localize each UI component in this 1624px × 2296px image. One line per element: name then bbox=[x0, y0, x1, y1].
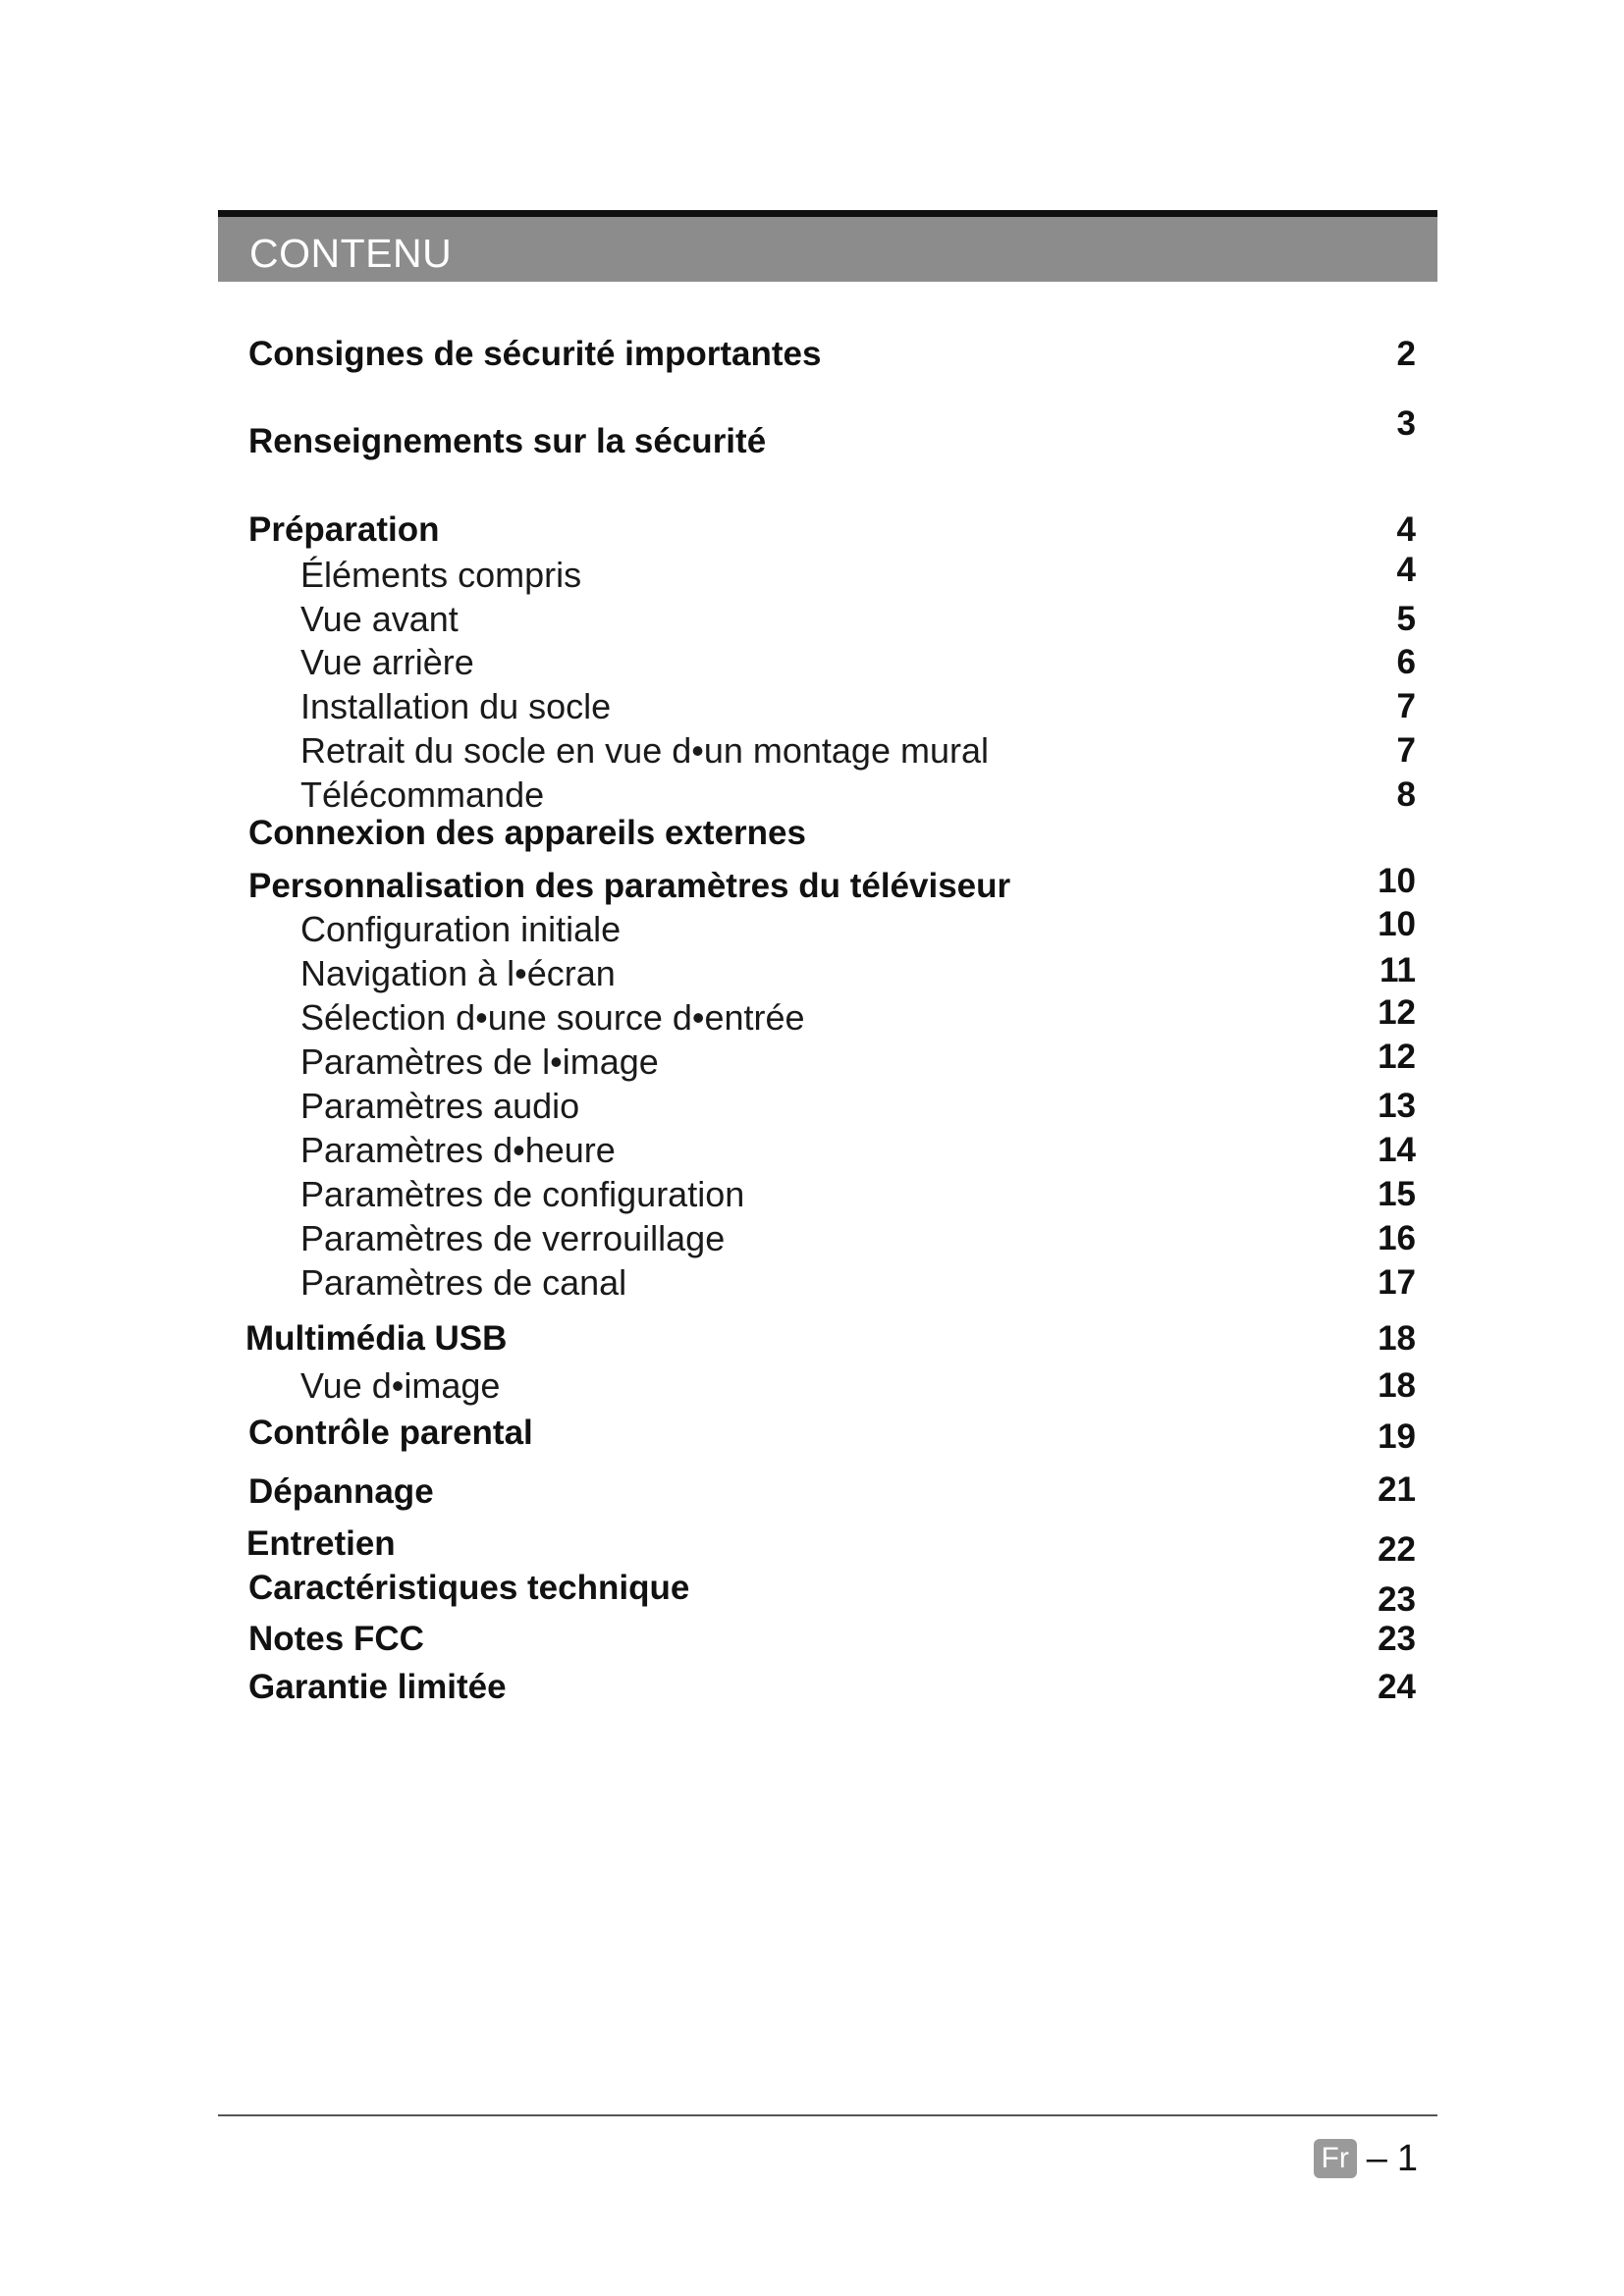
toc-entry[interactable] bbox=[0, 862, 1624, 908]
toc-entry-label: Consignes de sécurité importantes bbox=[248, 335, 822, 373]
toc-entry-page: 23 bbox=[1378, 1580, 1416, 1619]
toc-entry[interactable] bbox=[0, 1470, 1624, 1514]
toc-entry-page: 24 bbox=[1378, 1668, 1416, 1706]
toc-entry-page: 15 bbox=[1378, 1175, 1416, 1213]
toc-entry-page: 16 bbox=[1378, 1219, 1416, 1257]
toc-entry[interactable] bbox=[0, 685, 1624, 728]
page-number: 1 bbox=[1396, 2137, 1418, 2179]
toc-entry[interactable] bbox=[0, 598, 1624, 641]
toc-entry[interactable] bbox=[0, 1038, 1624, 1084]
toc-entry[interactable] bbox=[0, 1217, 1624, 1260]
toc-entry-page: 3 bbox=[1396, 404, 1416, 443]
toc-entry-page: 7 bbox=[1396, 731, 1416, 770]
toc-entry-page: 22 bbox=[1378, 1530, 1416, 1569]
toc-entry-label: Caractéristiques technique bbox=[248, 1569, 690, 1607]
toc-entry-page: 14 bbox=[1378, 1131, 1416, 1169]
toc-entry[interactable] bbox=[0, 993, 1624, 1040]
toc-entry[interactable] bbox=[0, 812, 1624, 855]
toc-entry-page: 10 bbox=[1378, 862, 1416, 900]
page-title: CONTENU bbox=[249, 231, 453, 276]
toc-entry-label: Paramètres de configuration bbox=[300, 1174, 745, 1214]
footer-divider bbox=[218, 2114, 1437, 2116]
toc-entry-label: Vue d•image bbox=[300, 1365, 501, 1406]
toc-entry[interactable] bbox=[0, 1567, 1624, 1619]
toc-entry[interactable] bbox=[0, 1173, 1624, 1216]
toc-entry[interactable] bbox=[0, 508, 1624, 552]
toc-entry[interactable] bbox=[0, 1317, 1624, 1361]
toc-entry-label: Paramètres audio bbox=[300, 1086, 580, 1126]
toc-entry-label: Préparation bbox=[248, 510, 440, 549]
toc-entry[interactable] bbox=[0, 1085, 1624, 1128]
toc-entry-label: Vue arrière bbox=[300, 642, 474, 682]
toc-entry-label: Multimédia USB bbox=[245, 1319, 508, 1358]
toc-entry[interactable] bbox=[0, 1364, 1624, 1408]
toc-entry-label: Navigation à l•écran bbox=[300, 953, 616, 993]
toc-entry-page: 11 bbox=[1380, 951, 1416, 989]
toc-entry-page: 12 bbox=[1378, 1038, 1416, 1076]
toc-entry-page: 12 bbox=[1378, 993, 1416, 1032]
toc-entry-label: Contrôle parental bbox=[248, 1414, 533, 1452]
toc-entry[interactable] bbox=[0, 1261, 1624, 1305]
toc-entry-page: 23 bbox=[1378, 1620, 1416, 1658]
toc-entry[interactable] bbox=[0, 1129, 1624, 1172]
language-badge: Fr bbox=[1314, 2139, 1357, 2178]
toc-entry[interactable] bbox=[0, 1522, 1624, 1569]
toc-entry-label: Vue avant bbox=[300, 599, 459, 639]
toc-entry-label: Notes FCC bbox=[248, 1620, 424, 1658]
toc-entry-label: Paramètres de canal bbox=[300, 1262, 627, 1303]
toc-entry-label: Entretien bbox=[246, 1524, 396, 1563]
toc-entry-page: 19 bbox=[1378, 1417, 1416, 1456]
toc-entry-page: 4 bbox=[1396, 510, 1416, 549]
toc-entry-page: 10 bbox=[1378, 905, 1416, 943]
toc-entry[interactable] bbox=[0, 551, 1624, 597]
toc-entry-label: Personnalisation des paramètres du téléviseur bbox=[248, 867, 1011, 905]
toc-entry[interactable] bbox=[0, 774, 1624, 817]
toc-entry-page: 6 bbox=[1396, 643, 1416, 681]
toc-entry-label: Éléments compris bbox=[300, 555, 582, 595]
toc-entry[interactable] bbox=[0, 404, 1624, 463]
toc-entry-label: Installation du socle bbox=[300, 686, 612, 726]
toc-entry[interactable] bbox=[0, 952, 1624, 995]
toc-entry-label: Télécommande bbox=[300, 774, 545, 815]
toc-entry-page: 18 bbox=[1378, 1319, 1416, 1358]
toc-entry-label: Paramètres de verrouillage bbox=[300, 1218, 726, 1258]
toc-entry-page: 5 bbox=[1396, 600, 1416, 638]
toc-entry[interactable] bbox=[0, 641, 1624, 684]
toc-entry-page: 13 bbox=[1378, 1087, 1416, 1125]
toc-entry-page: 21 bbox=[1378, 1470, 1416, 1509]
toc-entry-label: Paramètres de l•image bbox=[300, 1041, 659, 1082]
toc-entry[interactable] bbox=[0, 333, 1624, 376]
toc-entry-page: 18 bbox=[1378, 1366, 1416, 1405]
footer-separator: – bbox=[1366, 2137, 1387, 2179]
toc-entry-label: Garantie limitée bbox=[248, 1668, 507, 1706]
toc-entry-page: 7 bbox=[1396, 687, 1416, 725]
toc-entry-page: 17 bbox=[1378, 1263, 1416, 1302]
toc-entry-label: Retrait du socle en vue d•un montage mural bbox=[300, 730, 989, 771]
toc-entry-label: Dépannage bbox=[248, 1472, 434, 1511]
toc-entry-label: Configuration initiale bbox=[300, 909, 622, 949]
toc-entry-label: Paramètres d•heure bbox=[300, 1130, 616, 1170]
toc-entry-label: Connexion des appareils externes bbox=[248, 814, 806, 852]
toc-entry[interactable] bbox=[0, 1618, 1624, 1661]
toc-entry-label: Renseignements sur la sécurité bbox=[248, 422, 767, 460]
toc-entry[interactable] bbox=[0, 1666, 1624, 1709]
contents-header-bar bbox=[218, 210, 1437, 282]
toc-entry-page: 2 bbox=[1396, 335, 1416, 373]
page-footer bbox=[1314, 2137, 1418, 2180]
toc-entry-page: 4 bbox=[1396, 551, 1416, 589]
toc-entry[interactable] bbox=[0, 1412, 1624, 1455]
toc-entry-page: 8 bbox=[1396, 775, 1416, 814]
toc-entry[interactable] bbox=[0, 729, 1624, 773]
toc-entry-label: Sélection d•une source d•entrée bbox=[300, 997, 805, 1038]
toc-entry[interactable] bbox=[0, 905, 1624, 951]
